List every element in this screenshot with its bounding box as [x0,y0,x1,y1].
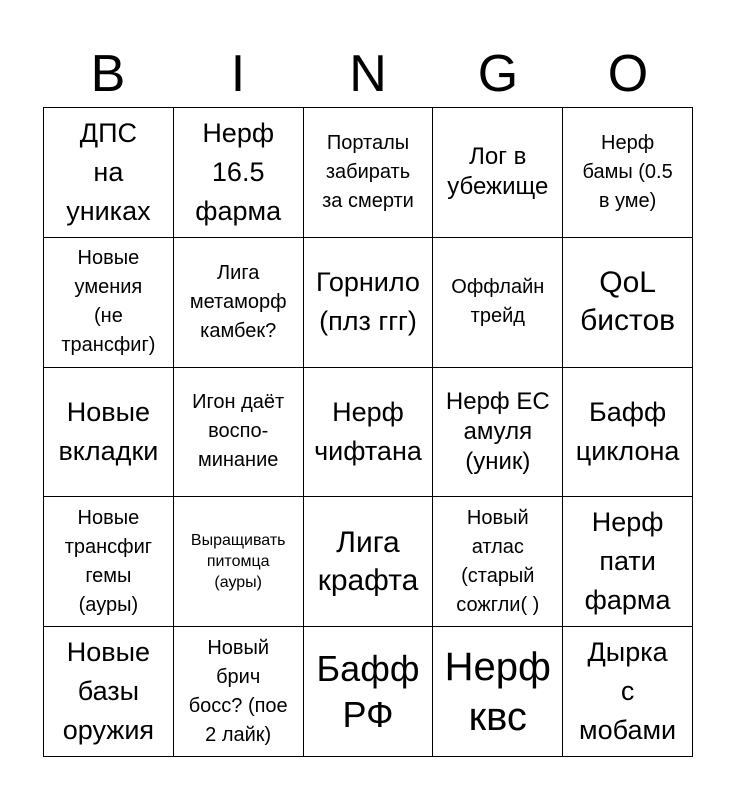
bingo-cell[interactable] [433,108,563,238]
cell-text: Новые трансфиг гемы (ауры) [64,506,153,616]
cell-text: Нерф квс [444,644,551,739]
header-letter-g: G [477,45,519,103]
bingo-cell[interactable] [433,368,563,498]
cell-text: Порталы забирать за смерти [322,131,414,212]
bingo-cell[interactable] [433,238,563,368]
cell-text: Нерф пати фарма [584,507,671,616]
cell-text: Горнило (плз ггг) [316,267,420,337]
bingo-cell[interactable] [44,238,174,368]
cell-text: Новые базы оружия [62,637,155,746]
bingo-cell[interactable] [174,238,304,368]
bingo-cell[interactable] [174,497,304,627]
bingo-cell[interactable] [563,108,693,238]
bingo-cell[interactable] [174,627,304,757]
bingo-cell[interactable] [44,497,174,627]
header-letter-n: N [349,45,387,103]
bingo-cell[interactable] [563,497,693,627]
cell-text: Бафф РФ [316,647,420,735]
bingo-cell[interactable] [563,238,693,368]
cell-text: Оффлайн трейд [451,276,545,328]
bingo-cell[interactable] [174,368,304,498]
bingo-cell[interactable] [304,627,434,757]
bingo-cell[interactable] [304,238,434,368]
bingo-cell[interactable] [304,368,434,498]
cell-text: Новый брич босс? (пое 2 лайк) [188,636,288,746]
cell-text: ДПС на униках [66,117,151,226]
cell-text: Нерф 16.5 фарма [195,117,282,226]
header-letter-o: O [607,45,649,103]
cell-text: Бафф циклона [575,396,680,466]
cell-text: Нерф чифтана [314,396,422,466]
cell-text: Игон даёт воспо- минание [192,391,285,472]
cell-text: Нерф бамы (0.5 в уме) [582,131,673,212]
bingo-cell[interactable] [44,108,174,238]
header-letter-b: B [90,45,126,103]
cell-text: Новые вкладки [58,396,159,466]
cell-text: QoL бистов [580,266,676,338]
bingo-cell[interactable] [433,497,563,627]
cell-text: Лог в убежище [447,143,549,201]
bingo-header [43,40,693,108]
cell-text: Лига метаморф камбек? [189,261,287,342]
cell-text: Новые умения (не трансфиг) [61,247,156,357]
bingo-cell[interactable] [44,368,174,498]
cell-text: Нерф EC амуля (уник) [445,387,550,475]
header-letter-i: I [230,45,246,103]
bingo-cell[interactable] [563,627,693,757]
cell-text: Лига крафта [317,525,419,597]
bingo-cell[interactable] [304,497,434,627]
cell-text: Выращивать питомца (ауры) [190,532,286,592]
bingo-cell[interactable] [44,627,174,757]
bingo-cell[interactable] [174,108,304,238]
bingo-cell[interactable] [433,627,563,757]
cell-text: Новый атлас (старый сожгли( ) [456,506,540,616]
bingo-cell[interactable] [304,108,434,238]
cell-text: Дырка с мобами [579,637,677,746]
bingo-board [43,107,693,757]
bingo-cell[interactable] [563,368,693,498]
